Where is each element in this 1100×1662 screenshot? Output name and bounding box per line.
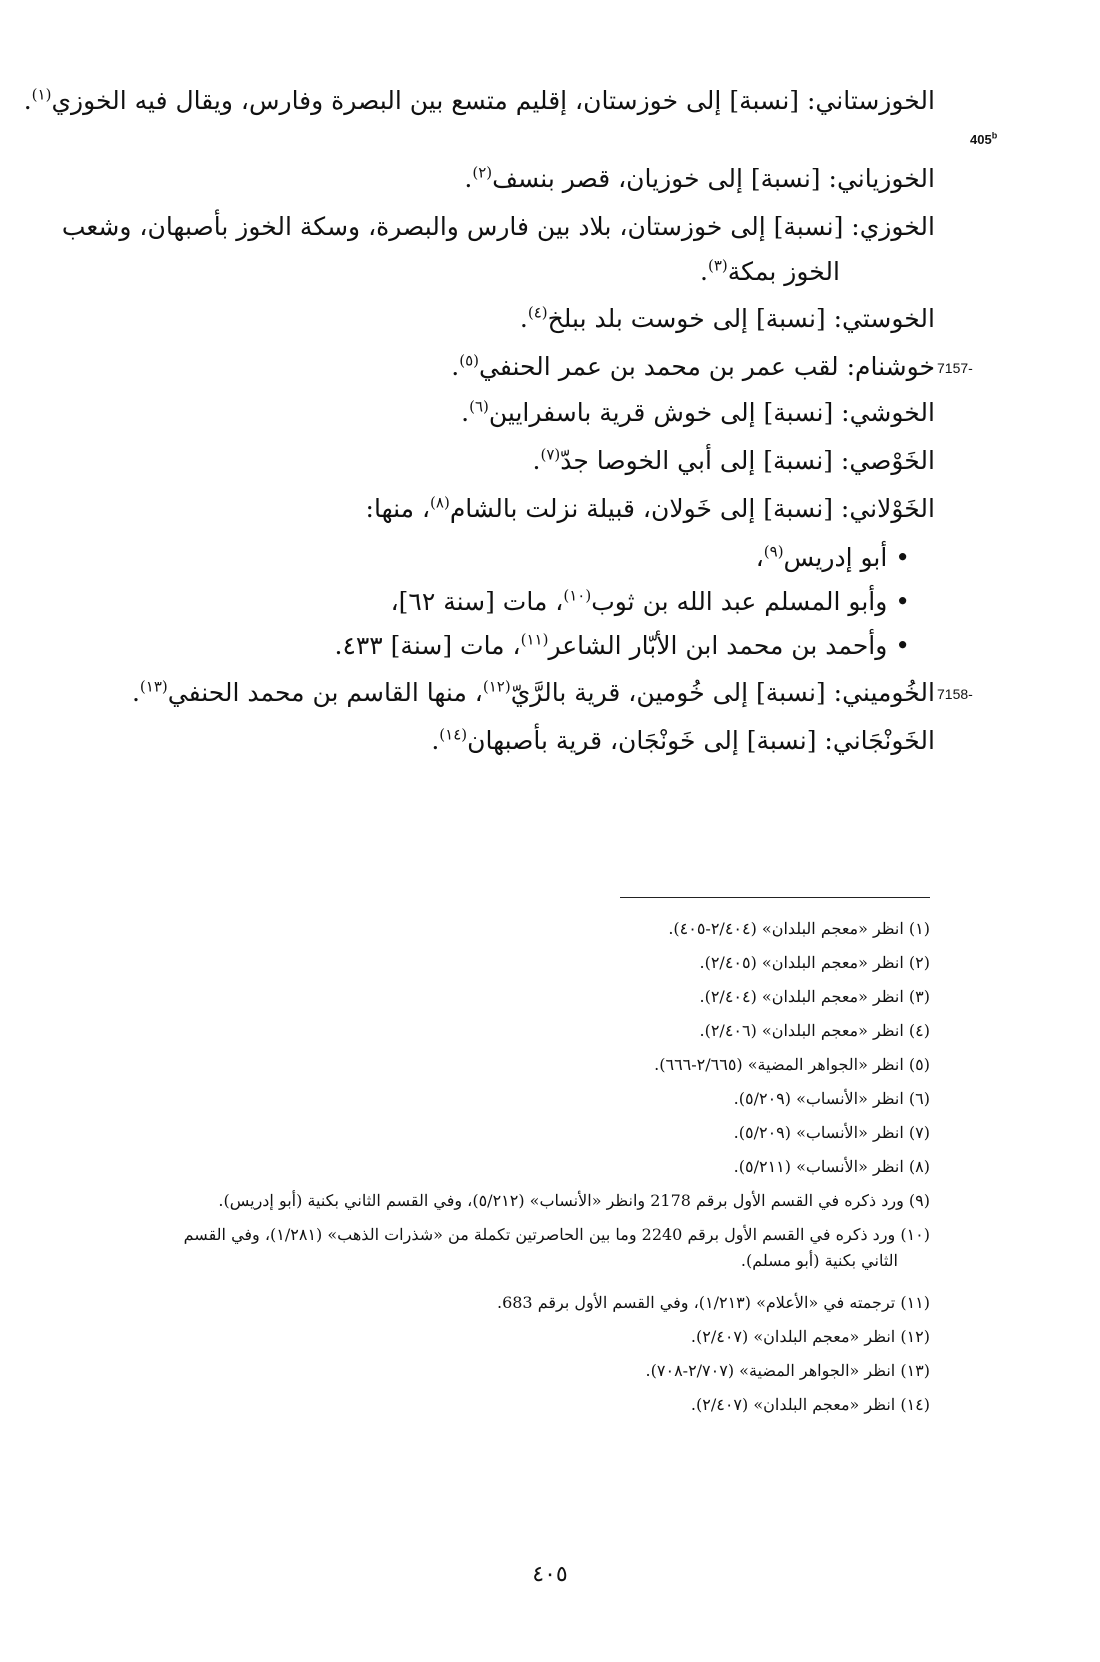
footnote: (١٢) انظر «معجم البلدان» (٢/٤٠٧).: [690, 1327, 930, 1346]
footnote: (١٤) انظر «معجم البلدان» (٢/٤٠٧).: [690, 1395, 930, 1414]
footnote: (٤) انظر «معجم البلدان» (٢/٤٠٦).: [699, 1021, 930, 1040]
entry-number: 7157-: [937, 360, 973, 376]
entry-headword: الخَوْصي: [849, 446, 935, 475]
entry-headword: الخوزي: [859, 212, 935, 241]
entry-khawsi: الخَوْصي: [نسبة] إلى أبي الخوصا جدّ$^{(٧)}$.: [532, 445, 935, 475]
footnote-ref: (١٢): [482, 677, 511, 696]
entry-khusti: الخوستي: [نسبة] إلى خوست بلد ببلخ$^{(٤)}$.: [519, 303, 935, 333]
list-item: • وأبو المسلم عبد الله بن ثوب$^{(١٠)}$، مات [سنة ٦٢]،: [390, 586, 910, 616]
footnote: (٣) انظر «معجم البلدان» (٢/٤٠٤).: [699, 987, 930, 1006]
entry-khumini: الخُوميني: [نسبة] إلى خُومين، قرية بالرَّيّ$^{(١٢)}$، منها القاسم بن محمد الحنفي$^{(١٣)}$.: [131, 677, 935, 707]
footnote-ref: (١٠): [563, 586, 592, 605]
footnote: (١) انظر «معجم البلدان» (٢/٤٠٤-٤٠٥).: [668, 919, 930, 938]
entry-headword: الخوزياني: [836, 164, 935, 193]
entry-headword: الخَونْجَاني: [832, 726, 935, 755]
footnote-ref: (١): [31, 85, 52, 104]
entry-khuzistani: الخوزستاني: [نسبة] إلى خوزستان، إقليم متسع بين البصرة وفارس، ويقال فيه الخوزي$^{(١)}$.: [23, 85, 935, 115]
entry-headword: الخوزستاني: [815, 86, 935, 115]
entry-headword: الخوستي: [842, 304, 935, 333]
footnote-ref: (١١): [520, 630, 549, 649]
footnote-ref: (٩): [763, 542, 784, 561]
page-number: ٤٠٥: [532, 1562, 568, 1587]
footnote: (٥) انظر «الجواهر المضية» (٢/٦٦٥-٦٦٦).: [654, 1055, 930, 1074]
footnote: (٢) انظر «معجم البلدان» (٢/٤٠٥).: [699, 953, 930, 972]
footnote-ref: (٤): [527, 303, 548, 322]
list-item: • وأحمد بن محمد ابن الأبّار الشاعر$^{(١١)}$، مات [سنة] ٤٣٣.: [334, 630, 910, 660]
entry-headword: خوشنام: [855, 352, 935, 381]
footnote: (١١) ترجمته في «الأعلام» (١/٢١٣)، وفي القسم الأول برقم 683.: [496, 1293, 930, 1312]
footnote-separator: [620, 897, 930, 898]
footnote: (١٠) ورد ذكره في القسم الأول برقم 2240 وما بين الحاصرتين تكملة من «شذرات الذهب» (١/٢٨١)، وفي القسم الثاني بكنية (أبو مسلم).: [183, 1225, 930, 1270]
entry-khushnam: خوشنام: لقب عمر بن محمد بن عمر الحنفي$^{(٥)}$.: [451, 351, 935, 381]
footnote: (٦) انظر «الأنساب» (٥/٢٠٩).: [733, 1089, 930, 1108]
entry-khuzi: الخوزي: [نسبة] إلى خوزستان، بلاد بين فارس والبصرة، وسكة الخوز بأصبهان، وشعب الخوز بمكة$^{(٣)}$.: [61, 212, 935, 286]
footnote: (٨) انظر «الأنساب» (٥/٢١١).: [733, 1157, 930, 1176]
entry-khushi: الخوشي: [نسبة] إلى خوش قرية باسفرايين$^{(٦)}$.: [461, 397, 935, 427]
entry-headword: الخَوْلاني: [849, 494, 935, 523]
footnote-ref: (٨): [430, 493, 450, 512]
list-item: • أبو إدريس$^{(٩)}$،: [755, 542, 910, 572]
footnote-ref: (٦): [469, 397, 489, 416]
footnote-ref: (٥): [459, 351, 480, 370]
footnote-ref: (١٤): [439, 725, 468, 744]
footnote-ref: (١٣): [139, 677, 168, 696]
footnote: (١٣) انظر «الجواهر المضية» (٢/٧٠٧-٧٠٨).: [645, 1361, 930, 1380]
entry-khuzyani: الخوزياني: [نسبة] إلى خوزيان، قصر بنسف$^{(٢)}$.: [464, 163, 935, 193]
footnote-ref: (٣): [707, 256, 728, 275]
entry-headword: الخوشي: [849, 398, 935, 427]
folio-marker: 405$^b$: [970, 130, 998, 147]
footnote: (٩) ورد ذكره في القسم الأول برقم 2178 وانظر «الأنساب» (٥/٢١٢)، وفي القسم الثاني بكنية (أبو إدريس).: [218, 1191, 930, 1210]
footnote-ref: (٧): [540, 445, 561, 464]
entry-khawnjani: الخَونْجَاني: [نسبة] إلى خَونْجَان، قرية بأصبهان$^{(١٤)}$.: [431, 725, 935, 755]
entry-headword: الخُوميني: [842, 678, 935, 707]
footnote: (٧) انظر «الأنساب» (٥/٢٠٩).: [733, 1123, 930, 1142]
entry-khawlani: الخَوْلاني: [نسبة] إلى خَولان، قبيلة نزلت بالشام$^{(٨)}$، منها:: [365, 493, 935, 523]
entry-number: 7158-: [937, 686, 973, 702]
footnote-ref: (٢): [472, 163, 493, 182]
